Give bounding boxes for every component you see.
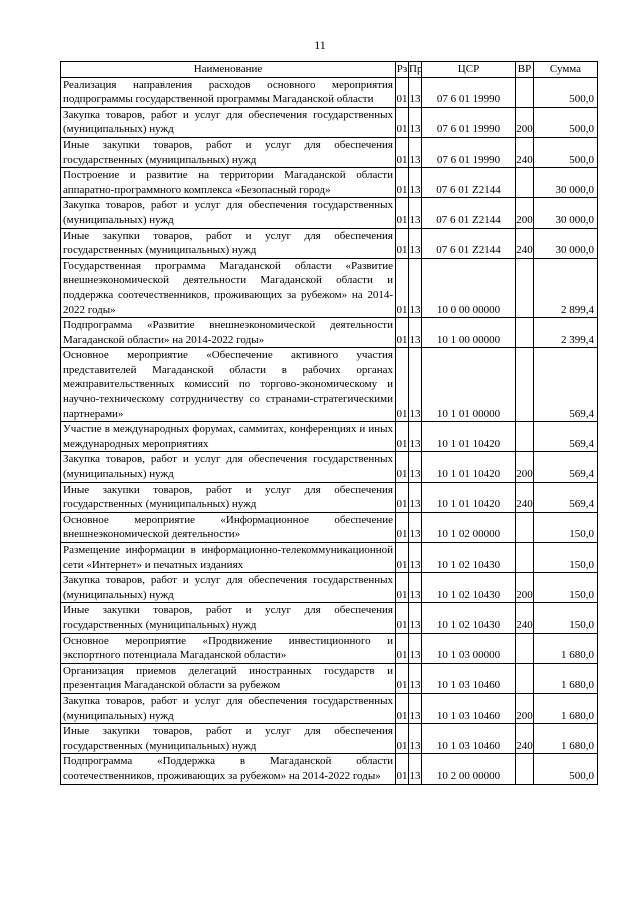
cell-name: Организация приемов делегаций иностранных государств и презентация Магаданской области за рубежом (61, 663, 396, 693)
cell-rz: 01 (396, 318, 409, 348)
cell-vr (516, 168, 534, 198)
cell-vr: 240 (516, 724, 534, 754)
cell-csr: 10 1 02 10430 (422, 603, 516, 633)
cell-pr: 13 (409, 693, 422, 723)
cell-rz: 01 (396, 348, 409, 422)
table-row (61, 228, 598, 258)
cell-name: Участие в международных форумах, саммитах, конференциях и иных международных мероприятиях (61, 422, 396, 452)
header-name: Наименование (61, 62, 396, 78)
cell-rz: 01 (396, 107, 409, 137)
cell-name: Иные закупки товаров, работ и услуг для обеспечения государственных (муниципальных) нужд (61, 228, 396, 258)
cell-rz: 01 (396, 422, 409, 452)
cell-pr: 13 (409, 724, 422, 754)
cell-sum: 1 680,0 (534, 724, 598, 754)
cell-csr: 10 1 03 10460 (422, 663, 516, 693)
cell-vr: 240 (516, 482, 534, 512)
table-header-row (61, 62, 598, 78)
cell-csr: 07 6 01 Z2144 (422, 168, 516, 198)
cell-sum: 569,4 (534, 422, 598, 452)
cell-name: Основное мероприятие «Обеспечение активного участия представителей Магаданской области в рабочих органах межправительственных комиссий по торгово-экономическому и научно-техническому сотрудничеству со странами-стратегическими партнерами» (61, 348, 396, 422)
table-row (61, 573, 598, 603)
table-row (61, 512, 598, 542)
cell-rz: 01 (396, 663, 409, 693)
cell-sum: 1 680,0 (534, 663, 598, 693)
table-row (61, 482, 598, 512)
cell-rz: 01 (396, 77, 409, 107)
header-csr: ЦСР (422, 62, 516, 78)
cell-pr: 13 (409, 633, 422, 663)
cell-pr: 13 (409, 137, 422, 167)
cell-pr: 13 (409, 573, 422, 603)
cell-name: Основное мероприятие «Информационное обеспечение внешнеэкономической деятельности» (61, 512, 396, 542)
cell-csr: 10 1 00 00000 (422, 318, 516, 348)
cell-name: Реализация направления расходов основного мероприятия подпрограммы государственной программы Магаданской области (61, 77, 396, 107)
cell-rz: 01 (396, 168, 409, 198)
header-rz: Рз (396, 62, 409, 78)
cell-pr: 13 (409, 663, 422, 693)
cell-csr: 10 1 02 00000 (422, 512, 516, 542)
cell-pr: 13 (409, 543, 422, 573)
cell-name: Основное мероприятие «Продвижение инвестиционного и экспортного потенциала Магаданской области» (61, 633, 396, 663)
cell-rz: 01 (396, 452, 409, 482)
cell-name: Размещение информации в информационно-телекоммуникационной сети «Интернет» и печатных изданиях (61, 543, 396, 573)
cell-vr: 200 (516, 198, 534, 228)
budget-table (60, 61, 598, 785)
cell-csr: 10 1 03 00000 (422, 633, 516, 663)
cell-vr: 240 (516, 228, 534, 258)
cell-vr (516, 633, 534, 663)
cell-vr: 240 (516, 137, 534, 167)
cell-rz: 01 (396, 228, 409, 258)
cell-pr: 13 (409, 107, 422, 137)
cell-pr: 13 (409, 77, 422, 107)
table-row (61, 603, 598, 633)
table-row (61, 318, 598, 348)
header-vr: ВР (516, 62, 534, 78)
cell-name: Иные закупки товаров, работ и услуг для обеспечения государственных (муниципальных) нужд (61, 137, 396, 167)
cell-csr: 10 1 01 10420 (422, 452, 516, 482)
table-row (61, 452, 598, 482)
cell-csr: 10 1 03 10460 (422, 693, 516, 723)
cell-vr: 200 (516, 107, 534, 137)
cell-vr (516, 258, 534, 317)
cell-pr: 13 (409, 258, 422, 317)
cell-sum: 150,0 (534, 543, 598, 573)
table-row (61, 663, 598, 693)
cell-sum: 569,4 (534, 482, 598, 512)
cell-sum: 2 899,4 (534, 258, 598, 317)
cell-pr: 13 (409, 603, 422, 633)
cell-sum: 2 399,4 (534, 318, 598, 348)
cell-csr: 07 6 01 19990 (422, 107, 516, 137)
cell-vr (516, 543, 534, 573)
cell-name: Подпрограмма «Развитие внешнеэкономической деятельности Магаданской области» на 2014-2022 годы» (61, 318, 396, 348)
cell-sum: 500,0 (534, 754, 598, 784)
cell-sum: 569,4 (534, 348, 598, 422)
cell-vr (516, 77, 534, 107)
cell-rz: 01 (396, 258, 409, 317)
cell-name: Закупка товаров, работ и услуг для обеспечения государственных (муниципальных) нужд (61, 693, 396, 723)
cell-pr: 13 (409, 348, 422, 422)
cell-csr: 07 6 01 19990 (422, 137, 516, 167)
cell-csr: 10 1 03 10460 (422, 724, 516, 754)
cell-vr: 240 (516, 603, 534, 633)
cell-vr (516, 663, 534, 693)
table-row (61, 348, 598, 422)
table-row (61, 754, 598, 784)
cell-csr: 07 6 01 Z2144 (422, 198, 516, 228)
cell-name: Построение и развитие на территории Магаданской области аппаратно-программного комплекса «Безопасный город» (61, 168, 396, 198)
cell-vr (516, 512, 534, 542)
cell-rz: 01 (396, 603, 409, 633)
cell-csr: 10 1 02 10430 (422, 573, 516, 603)
cell-pr: 13 (409, 198, 422, 228)
table-row (61, 724, 598, 754)
cell-pr: 13 (409, 228, 422, 258)
cell-pr: 13 (409, 754, 422, 784)
cell-vr: 200 (516, 452, 534, 482)
cell-csr: 10 0 00 00000 (422, 258, 516, 317)
cell-csr: 10 1 01 10420 (422, 422, 516, 452)
cell-vr: 200 (516, 573, 534, 603)
cell-name: Закупка товаров, работ и услуг для обеспечения государственных (муниципальных) нужд (61, 198, 396, 228)
table-row (61, 693, 598, 723)
table-row (61, 543, 598, 573)
cell-csr: 07 6 01 Z2144 (422, 228, 516, 258)
cell-sum: 150,0 (534, 603, 598, 633)
cell-rz: 01 (396, 482, 409, 512)
cell-name: Государственная программа Магаданской области «Развитие внешнеэкономической деятельности Магаданской области и поддержка соотечественников, проживающих за рубежом» на 2014-2022 годы» (61, 258, 396, 317)
cell-pr: 13 (409, 452, 422, 482)
cell-sum: 150,0 (534, 512, 598, 542)
table-row (61, 137, 598, 167)
cell-name: Иные закупки товаров, работ и услуг для обеспечения государственных (муниципальных) нужд (61, 724, 396, 754)
cell-csr: 10 1 02 10430 (422, 543, 516, 573)
cell-pr: 13 (409, 168, 422, 198)
cell-sum: 30 000,0 (534, 168, 598, 198)
cell-rz: 01 (396, 573, 409, 603)
cell-name: Закупка товаров, работ и услуг для обеспечения государственных (муниципальных) нужд (61, 573, 396, 603)
cell-vr (516, 754, 534, 784)
page-number: 11 (314, 38, 326, 52)
table-row (61, 107, 598, 137)
cell-pr: 13 (409, 422, 422, 452)
cell-name: Закупка товаров, работ и услуг для обеспечения государственных (муниципальных) нужд (61, 452, 396, 482)
cell-rz: 01 (396, 633, 409, 663)
cell-vr: 200 (516, 693, 534, 723)
header-sum: Сумма (534, 62, 598, 78)
cell-name: Закупка товаров, работ и услуг для обеспечения государственных (муниципальных) нужд (61, 107, 396, 137)
cell-sum: 30 000,0 (534, 228, 598, 258)
cell-sum: 150,0 (534, 573, 598, 603)
cell-csr: 10 1 01 10420 (422, 482, 516, 512)
cell-csr: 10 2 00 00000 (422, 754, 516, 784)
header-pr: Пр (409, 62, 422, 78)
cell-sum: 1 680,0 (534, 693, 598, 723)
table-row (61, 633, 598, 663)
cell-name: Подпрограмма «Поддержка в Магаданской области соотечественников, проживающих за рубежом» на 2014-2022 годы» (61, 754, 396, 784)
cell-rz: 01 (396, 137, 409, 167)
cell-name: Иные закупки товаров, работ и услуг для обеспечения государственных (муниципальных) нужд (61, 482, 396, 512)
cell-pr: 13 (409, 512, 422, 542)
cell-rz: 01 (396, 198, 409, 228)
cell-pr: 13 (409, 318, 422, 348)
table-row (61, 168, 598, 198)
cell-vr (516, 318, 534, 348)
cell-rz: 01 (396, 693, 409, 723)
cell-sum: 500,0 (534, 77, 598, 107)
table-row (61, 77, 598, 107)
cell-sum: 569,4 (534, 452, 598, 482)
cell-rz: 01 (396, 724, 409, 754)
cell-rz: 01 (396, 512, 409, 542)
cell-vr (516, 348, 534, 422)
cell-pr: 13 (409, 482, 422, 512)
cell-csr: 10 1 01 00000 (422, 348, 516, 422)
cell-csr: 07 6 01 19990 (422, 77, 516, 107)
cell-sum: 500,0 (534, 137, 598, 167)
cell-sum: 500,0 (534, 107, 598, 137)
cell-vr (516, 422, 534, 452)
table-row (61, 422, 598, 452)
cell-rz: 01 (396, 754, 409, 784)
table-row (61, 198, 598, 228)
cell-name: Иные закупки товаров, работ и услуг для обеспечения государственных (муниципальных) нужд (61, 603, 396, 633)
cell-rz: 01 (396, 543, 409, 573)
cell-sum: 1 680,0 (534, 633, 598, 663)
cell-sum: 30 000,0 (534, 198, 598, 228)
table-row (61, 258, 598, 317)
